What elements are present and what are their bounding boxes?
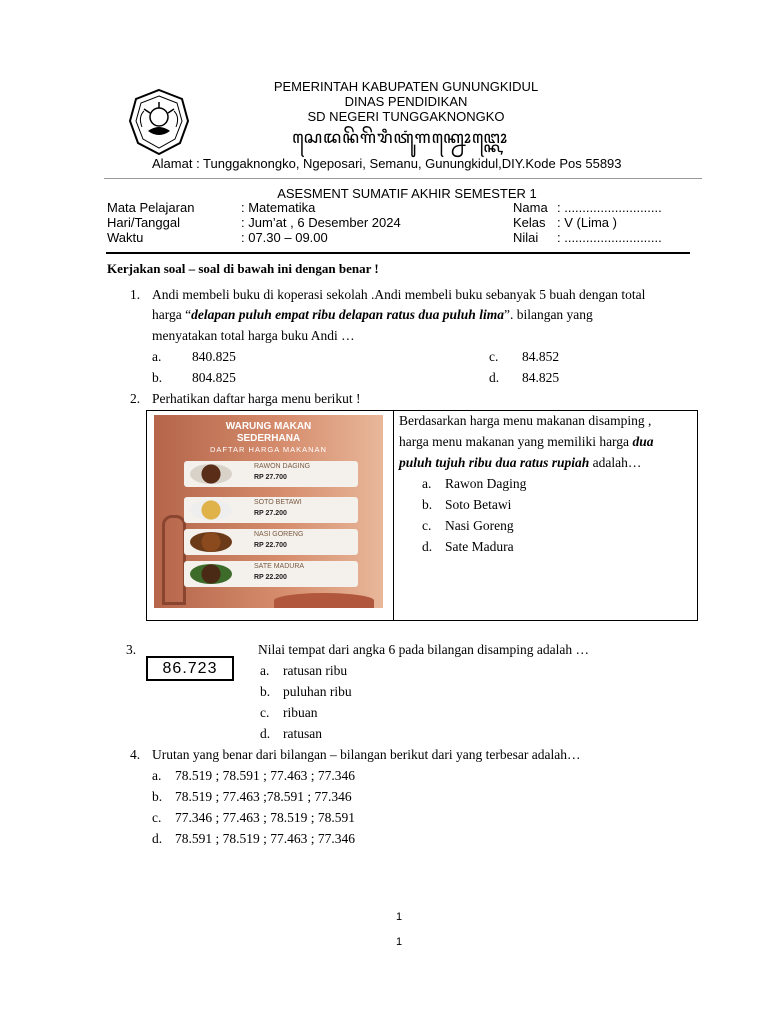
q1-line1: Andi membeli buku di koperasi sekolah .Andi membeli buku sebanyak 5 buah dengan total — [152, 287, 646, 302]
q4-text: Urutan yang benar dari bilangan – bilangan berikut dari yang terbesar adalah… — [152, 747, 581, 762]
q1-line2 — [152, 307, 593, 323]
q2-side-line2-pre: harga menu makanan yang memiliki harga — [399, 434, 633, 449]
menu-item-name: SATE MADURA — [254, 563, 305, 570]
q2-number: 2. — [130, 391, 141, 406]
q3-option-c: ribuan — [283, 705, 318, 720]
q1-option-d: 84.825 — [522, 370, 560, 385]
menu-item-price: RP 27.200 — [254, 510, 287, 517]
q3-option-a-letter: a. — [260, 663, 270, 678]
q1-option-b-letter: b. — [152, 370, 163, 385]
q2-option-d-letter: d. — [422, 539, 433, 554]
q1-option-c-letter: c. — [489, 349, 499, 364]
menu-table-top — [274, 593, 374, 608]
header-javanese-script: ꦱꦺꦢꦤꦼꦒꦼꦫꦶꦠꦸꦁꦒꦏ꧀ꦤꦺꦴꦔ꧀ꦏꦺꦴ — [292, 128, 508, 147]
dish-nasi-goreng-icon — [190, 532, 232, 552]
date-value: : Jum’at , 6 Desember 2024 — [241, 215, 401, 230]
header-address: Alamat : Tunggaknongko, Ngeposari, Semanu, Gunungkidul,DIY.Kode Pos 55893 — [152, 156, 622, 171]
exam-title: ASESMENT SUMATIF AKHIR SEMESTER 1 — [277, 186, 537, 201]
q3-option-d: ratusan — [283, 726, 322, 741]
menu-card-rawon — [184, 461, 358, 487]
q1-option-c: 84.852 — [522, 349, 560, 364]
q2-option-a: Rawon Daging — [445, 476, 527, 491]
q2-side-line3-post: adalah… — [589, 455, 642, 470]
q2-option-a-letter: a. — [422, 476, 432, 491]
menu-item-name: NASI GORENG — [254, 531, 304, 538]
class-value: : V (Lima ) — [557, 215, 617, 230]
q2-option-c-letter: c. — [422, 518, 432, 533]
q3-number: 3. — [126, 642, 137, 657]
score-label: Nilai — [513, 230, 539, 245]
q2-table-divider — [393, 410, 394, 621]
q2-text: Perhatikan daftar harga menu berikut ! — [152, 391, 361, 406]
instruction: Kerjakan soal – soal di bawah ini dengan benar ! — [107, 261, 379, 276]
q2-side-line2-bold: dua — [632, 434, 654, 449]
q4-option-d-letter: d. — [152, 831, 163, 846]
q4-option-c-letter: c. — [152, 810, 162, 825]
q2-option-b-letter: b. — [422, 497, 433, 512]
q4-number: 4. — [130, 747, 141, 762]
q2-side-line2 — [399, 434, 653, 450]
q3-option-a: ratusan ribu — [283, 663, 348, 678]
q3-option-b-letter: b. — [260, 684, 271, 699]
name-value: : ........................... — [557, 200, 662, 215]
q3-text: Nilai tempat dari angka 6 pada bilangan disamping adalah … — [258, 642, 590, 657]
dish-rawon-icon — [190, 464, 232, 484]
q3-option-b: puluhan ribu — [283, 684, 352, 699]
subject-value: : Matematika — [241, 200, 316, 215]
date-label: Hari/Tanggal — [107, 215, 180, 230]
q2-option-b: Soto Betawi — [445, 497, 512, 512]
q1-option-a-letter: a. — [152, 349, 162, 364]
menu-card-nasi-goreng — [184, 529, 358, 555]
q2-option-c: Nasi Goreng — [445, 518, 514, 533]
subject-label: Mata Pelajaran — [107, 200, 195, 215]
q1-option-b: 804.825 — [192, 370, 236, 385]
name-label: Nama — [513, 200, 548, 215]
q2-side-line3 — [399, 455, 641, 471]
menu-image — [154, 415, 383, 608]
menu-chair — [162, 515, 186, 605]
header-line-2: DINAS PENDIDIKAN — [344, 94, 468, 109]
q4-option-d: 78.591 ; 78.519 ; 77.463 ; 77.346 — [175, 831, 356, 846]
menu-card-soto — [184, 497, 358, 523]
time-value: : 07.30 – 09.00 — [241, 230, 328, 245]
header-divider — [104, 178, 702, 179]
menu-title-1: WARUNG MAKAN — [225, 421, 312, 432]
dish-soto-icon — [190, 500, 232, 520]
score-value: : ........................... — [557, 230, 662, 245]
q2-option-d: Sate Madura — [445, 539, 514, 554]
q3-option-d-letter: d. — [260, 726, 271, 741]
q4-option-a-letter: a. — [152, 768, 162, 783]
q1-line2-bold: delapan puluh empat ribu delapan ratus dua puluh lima — [191, 307, 504, 322]
class-label: Kelas — [513, 215, 546, 230]
header-line-1: PEMERINTAH KABUPATEN GUNUNGKIDUL — [273, 79, 539, 94]
menu-item-name: SOTO BETAWI — [254, 499, 302, 506]
q1-line2-post: ”. bilangan yang — [503, 307, 593, 322]
header-line-3: SD NEGERI TUNGGAKNONGKO — [307, 109, 505, 124]
q3-number-box: 86.723 — [146, 656, 234, 681]
q1-line2-pre: harga “ — [152, 307, 192, 322]
menu-item-price: RP 22.700 — [254, 542, 287, 549]
q1-option-d-letter: d. — [489, 370, 500, 385]
q1-number: 1. — [130, 287, 141, 302]
page-number-2: 1 — [396, 936, 403, 948]
q4-option-c: 77.346 ; 77.463 ; 78.519 ; 78.591 — [175, 810, 356, 825]
menu-title-2: SEDERHANA — [236, 433, 301, 444]
time-label: Waktu — [107, 230, 144, 245]
menu-item-price: RP 22.200 — [254, 574, 287, 581]
q3-option-c-letter: c. — [260, 705, 270, 720]
menu-subtitle: DAFTAR HARGA MAKANAN — [210, 445, 327, 454]
info-divider — [106, 252, 690, 254]
q4-option-a: 78.519 ; 78.591 ; 77.463 ; 77.346 — [175, 768, 356, 783]
q1-line3: menyatakan total harga buku Andi … — [152, 328, 355, 343]
menu-card-sate — [184, 561, 358, 587]
q2-side-line1: Berdasarkan harga menu makanan disamping , — [399, 413, 652, 428]
q2-side-line3-bold: puluh tujuh ribu dua ratus rupiah — [399, 455, 590, 470]
menu-item-name: RAWON DAGING — [254, 463, 311, 470]
q4-option-b-letter: b. — [152, 789, 163, 804]
q4-option-b: 78.519 ; 77.463 ;78.591 ; 77.346 — [175, 789, 352, 804]
dish-sate-icon — [190, 564, 232, 584]
q1-option-a: 840.825 — [192, 349, 236, 364]
menu-item-price: RP 27.700 — [254, 474, 287, 481]
page-number-1: 1 — [396, 911, 403, 923]
